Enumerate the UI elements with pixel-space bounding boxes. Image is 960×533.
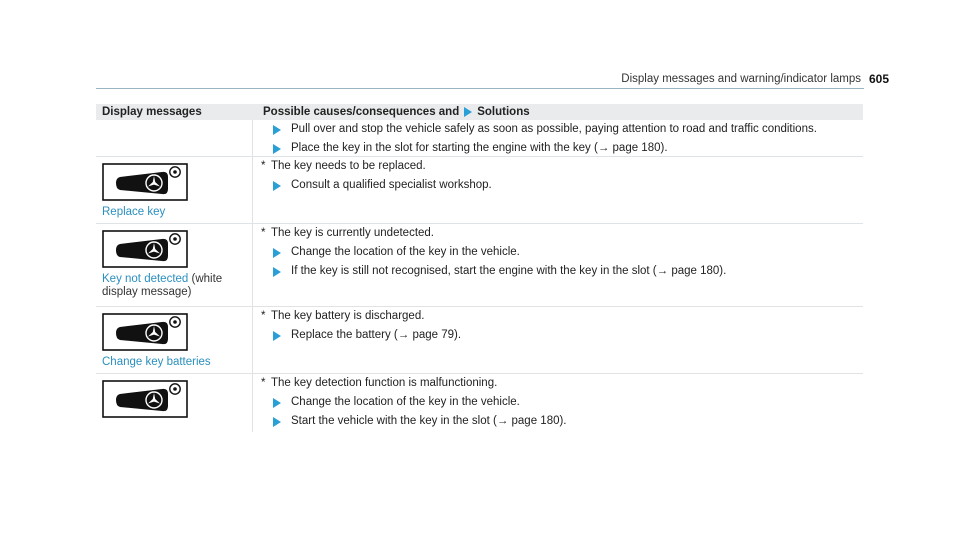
solution-step: Consult a qualified specialist workshop. [261,176,863,195]
table-header [96,104,863,120]
cause-text: * The key needs to be replaced. [261,160,426,172]
display-messages-table [96,104,863,432]
table-row [96,307,863,374]
car-key-icon [102,163,188,201]
arrow-right-icon [273,181,281,191]
solution-step: Pull over and stop the vehicle safely as soon as possible, paying attention to road and traffic conditions. [265,120,863,139]
column-header-solutions-label: Solutions [477,106,530,118]
arrow-right-icon [273,267,281,277]
solution-step: Start the vehicle with the key in the slot (→ page 180). [261,412,863,431]
arrow-right-icon [464,107,472,117]
arrow-right-icon [273,398,281,408]
cause-text: * The key is currently undetected. [261,227,434,239]
display-message-note: (white display message) [102,273,223,298]
table-row [96,120,863,157]
display-message: Change key batteries [102,356,211,368]
cause-text: * The key detection function is malfunctioning. [261,377,498,389]
section-title: Display messages and warning/indicator lamps [621,73,861,85]
table-row [96,374,863,432]
arrow-right-icon [273,248,281,258]
column-header-messages: Display messages [102,106,202,118]
display-message: Key not detected [102,273,189,285]
arrow-right-icon [273,331,281,341]
column-header-causes-label: Possible causes/consequences and [263,106,460,118]
solution-step: If the key is still not recognised, start the engine with the key in the slot (→ page 180). [261,262,863,281]
cause-text: * The key battery is discharged. [261,310,425,322]
column-header-solutions [258,104,863,120]
table-row [96,157,863,224]
header-divider [96,88,864,89]
solution-step: Change the location of the key in the vehicle. [261,393,863,412]
arrow-right-icon [273,417,281,427]
solution-step: Replace the battery (→ page 79). [261,326,863,345]
car-key-icon [102,230,188,268]
solution-step: Change the location of the key in the vehicle. [261,243,863,262]
car-key-icon [102,380,188,418]
solution-step: Place the key in the slot for starting the engine with the key (→ page 180). [265,139,863,158]
display-message: Replace key [102,206,166,218]
table-row [96,224,863,307]
page-number: 605 [868,72,889,86]
arrow-right-icon [273,144,281,154]
car-key-icon [102,313,188,351]
arrow-right-icon [273,125,281,135]
